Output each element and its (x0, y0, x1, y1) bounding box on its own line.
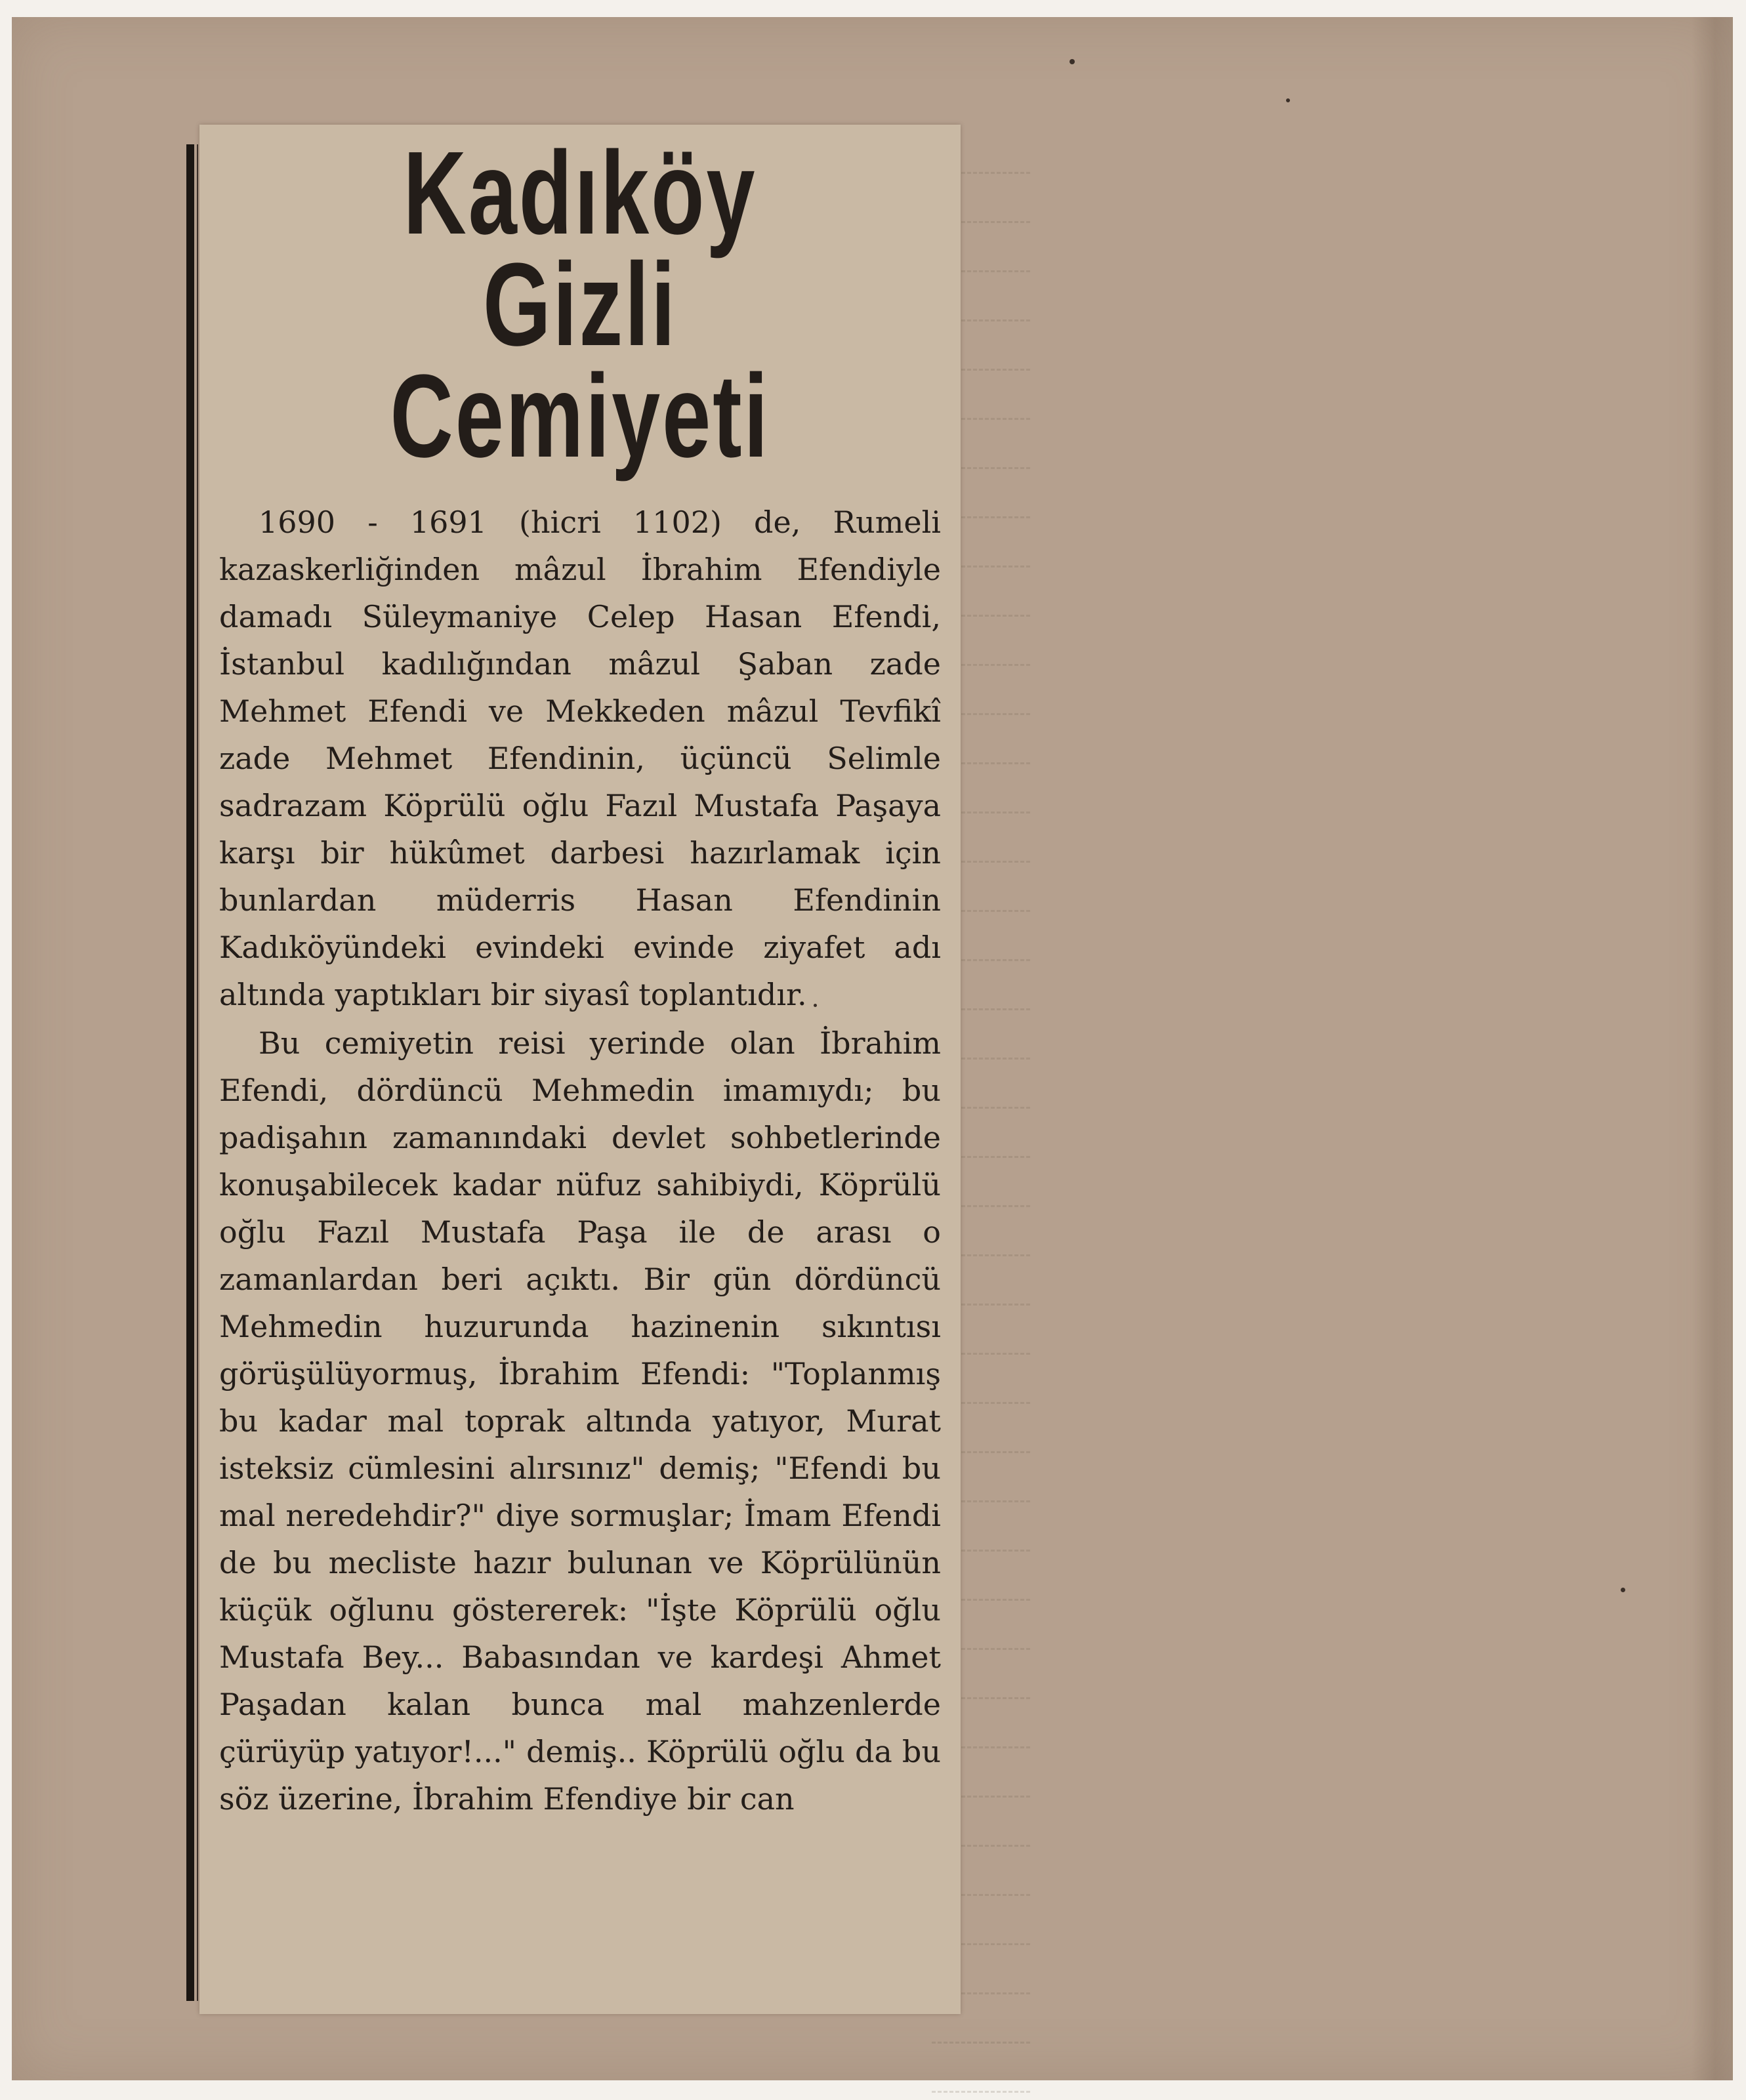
paper-speck (814, 1004, 817, 1007)
paper-speck (1286, 98, 1290, 102)
headline-line-1: Kadıköy Gizli (403, 127, 757, 371)
paper-speck (1621, 1588, 1625, 1592)
newspaper-clipping (199, 125, 961, 2014)
paper-speck (1070, 59, 1075, 64)
article-headline (299, 127, 862, 482)
column-rule (186, 144, 194, 2001)
column-rule-thin (197, 144, 198, 2001)
paper-fold-shadow (1692, 17, 1731, 2080)
article-paragraph-2: Bu cemiyetin reisi yerinde olan İbrahim Efendi, dördüncü Mehmedin imamıydı; bu padişahın zamanındaki devlet sohbetlerinde konuşabilecek kadar nüfuz sahibiydi, Köprülü oğlu Fazıl Mustafa Paşa ile de arası o zamanlardan beri açıktı. Bir gün dördüncü Mehmedin huzurunda hazinenin sıkıntısı görüşülüyormuş, İbrahim Efendi: "Toplanmış bu kadar mal toprak altında yatıyor, Murat isteksiz cümlesini alırsınız" demiş; "Efendi bu mal neredehdir?" diye sormuşlar; İmam Efendi de bu mecliste hazır bulunan ve Köprülünün küçük oğlunu göstererek: "İşte Köprülü oğlu Mustafa Bey... Babasından ve kardeşi Ahmet Paşadan kalan bunca mal mahzenlerde çürüyüp yatıyor!..." demiş.. Köprülü oğlu da bu söz üzerine, İbrahim Efendiye bir can (219, 1025, 941, 1817)
article-body (219, 499, 941, 1822)
article-paragraph-1: 1690 - 1691 (hicri 1102) de, Rumeli kazaskerliğinden mâzul İbrahim Efendiyle damadı Süleymaniye Celep Hasan Efendi, İstanbul kadılığından mâzul Şaban zade Mehmet Efendi ve Mekkeden mâzul Tevfikî zade Mehmet Efendinin, üçüncü Selimle sadrazam Köprülü oğlu Fazıl Mustafa Paşaya karşı bir hükûmet darbesi hazırlamak için bunlardan müderris Hasan Efendinin Kadıköyündeki evindeki evinde ziyafet adı altında yaptıkları bir siyasî toplantıdır. (219, 504, 941, 1012)
headline-line-2: Cemiyeti (390, 350, 770, 482)
